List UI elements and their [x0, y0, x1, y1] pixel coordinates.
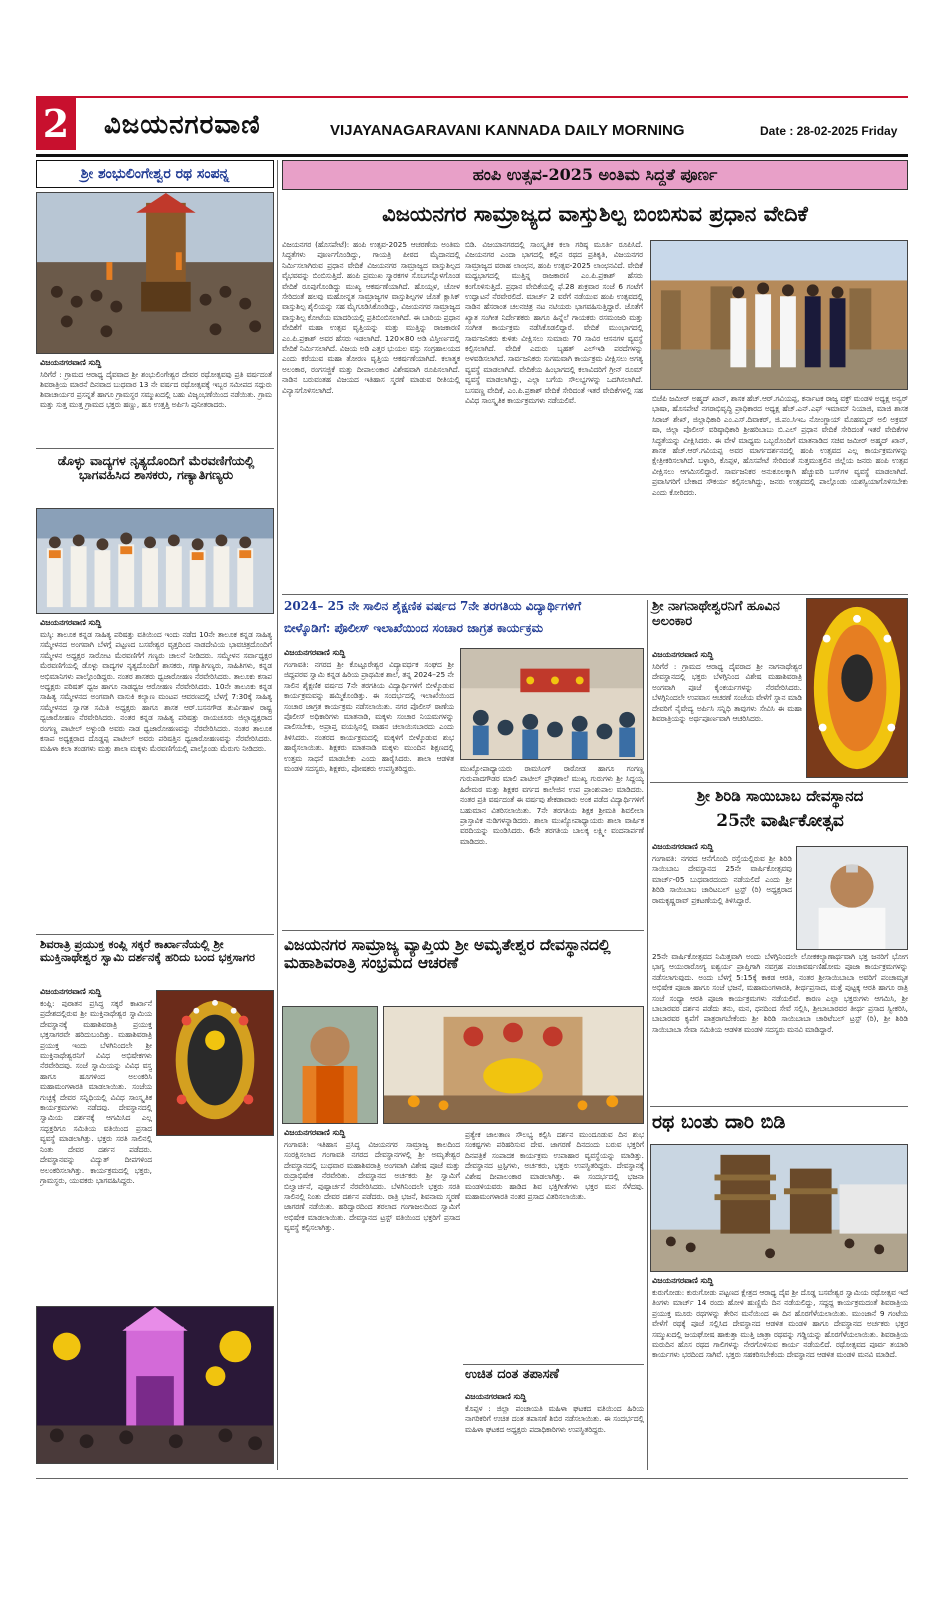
section-divider [463, 1364, 644, 1365]
section-divider [36, 934, 274, 935]
amrutheshwara-byline: ವಿಜಯನಗರವಾಣಿ ಸುದ್ದಿ [284, 1128, 346, 1137]
deity-idol-photo [156, 990, 274, 1136]
dollu-body: ಮಸ್ಕಿ: ತಾಲೂಕ ಕನ್ನಡ ಸಾಹಿತ್ಯ ಪರಿಷತ್ತು ವತಿಯಿಂದ ಇಂದು ನಡೆದ 10ನೇ ತಾಲೂಕ ಕನ್ನಡ ಸಾಹಿತ್ಯ ಸಮ್ಮೇಳನದ ಅಂಗವಾಗಿ ಬೆಳಗ್ಗೆ ಪಟ್ಟಣದ ಬಸವೇಶ್ವರ ವೃತ್ತದಿಂದ ನಾಡದೇವಿಯ ಭಾವಚಿತ್ರದೊಂದಿಗೆ ಸಮ್ಮೇಳನ ಅಧ್ಯಕ್ಷರ ಸಾರೋಟ ಮೆರವಣಿಗೆಗೆ ಗಣ್ಯರು ಚಾಲನೆ ನೀಡಿದರು. ಸಮ್ಮೇಳನ ಸರ್ವಾಧ್ಯಕ್ಷರ ಮೆರವಣಿಗೆಯಲ್ಲಿ ಡೊಳ್ಳು ವಾದ್ಯಗಳ ನೃತ್ಯದೊಂದಿಗೆ ಶಾಸಕರು, ಗಣ್ಯಾತಿಗಣ್ಯರು, ಸಾಹಿತಿಗಳು, ಕನ್ನಡ ಅಭಿಮಾನಿಗಳು ಪಾಲ್ಗೊಂಡಿದ್ದರು. ನಂತರ ಶಾಸಕರು ಧ್ವಜಾರೋಹಣ ನೆರವೇರಿಸಿದರು. ತಾಲೂಕು ಕಸಾಪ ಅಧ್ಯಕ್ಷರು ಪರಿಷತ್ ಧ್ವಜ ಹಾಗೂ ನಾಡಧ್ವಜ ಆರೋಹಣ ನೆರವೇರಿಸಿದರು. 10ನೇ ತಾಲೂಕು ಕನ್ನಡ ಸಾಹಿತ್ಯ ಸಮ್ಮೇಳನದ ಅಂಗವಾಗಿ ವಾಸುಕಿ ಕಲ್ಯಾಣ ಮಂಟಪ ಆವರಣದಲ್ಲಿ ಬೆಳಗ್ಗೆ 7:30ಕ್ಕೆ ಸಾಹಿತ್ಯ ಸಮ್ಮೇಳನದ ಸ್ವಾಗತ ಸಮಿತಿ ಅಧ್ಯಕ್ಷರು ಹಾಗೂ ಶಾಸಕ ಆರ್.ಬಸನಗೌಡ ತುರ್ವಿಹಾಳ ರಾಷ್ಟ್ರ ಧ್ವಜಾರೋಹಣ ನೆರವೇರಿಸಿದರು. ನಂತರ ಕನ್ನಡ ಸಾಹಿತ್ಯ ಪರಿಷತ್ತು ರಾಯಚೂರು ಜಿಲ್ಲಾಧ್ಯಕ್ಷರಾದ ರಂಗಣ್ಣ ಪಾಟೀಲ್ ಅಳ್ಳುಂಡಿ ಅವರು ನಾಡ ಧ್ವಜಾರೋಹಣವನ್ನು ನೆರವೇರಿಸಿದರು. ನಂತರ ತಾಲೂಕ ಕಸಾಪ ಅಧ್ಯಕ್ಷರಾದ ದೊಡ್ಡಪ್ಪ ಪಾಟೀಲ್ ಅವರು ಪರಿಷತ್ತಿನ ಧ್ವಜಾರೋಹಣವನ್ನು ನೆರವೇರಿಸಿದರು. ಮಹಿಳಾ ಕಲಾ ತಂಡಗಳು ಮತ್ತು ಶಾಲಾ ಮಕ್ಕಳು ಮೆರವಣಿಗೆಯಲ್ಲಿ ಪಾಲ್ಗೊಂಡು ಮೆರುಗು ನೀಡಿದರು. [40, 630, 272, 754]
masthead-rule [36, 154, 908, 157]
newspaper-title-kannada: ವಿಜಯನಗರವಾಣಿ [104, 110, 261, 140]
dollu-byline: ವಿಜಯನಗರವಾಣಿ ಸುದ್ದಿ [40, 618, 102, 627]
hampi-photo-caption: ಬಿಜೆಪಿ ಜಮೀರ್ ಅಹ್ಮದ್ ಖಾನ್, ಶಾಸಕ ಹೆಚ್.ಆರ್.ಗವಿಯಪ್ಪ, ಕರ್ನಾಟಕ ರಾಜ್ಯ ವಕ್ಫ್ ಮಂಡಳಿ ಅಧ್ಯಕ್ಷ ಅನ್ವರ್ ಭಾಷಾ, ಹೊಸಪೇಟೆ ನಗರಾಭಿವೃದ್ಧಿ ಪ್ರಾಧಿಕಾರದ ಅಧ್ಯಕ್ಷ ಹೆಚ್.ಎನ್.ಎಫ್ ಇಮಾಮ್ ನಿಯಾಜಿ, ಮಾಜಿ ಶಾಸಕ ಸಿರಾಜ್ ಶೇಖ್, ಜಿಲ್ಲಾಧಿಕಾರಿ ಎಂ.ಎಸ್.ದಿವಾಕರ್, ಜಿ.ಪಂ.ಸಿಇಒ ನೋಂಗ್ಜಾಯ್ ಮೊಹಮ್ಮದ್ ಅಲಿ ಅಕ್ರಮ್ ಷಾ, ಜಿಲ್ಲಾ ಪೊಲೀಸ್ ವರಿಷ್ಠಾಧಿಕಾರಿ ಶ್ರೀಹರಿಬಾಬು ಬಿ.ಎಲ್ ಪ್ರಧಾನ ವೇದಿಕೆ ಸೇರಿದಂತೆ ಇತರೆ ವೇದಿಕೆಗಳ ಸಿದ್ಧತೆಯನ್ನು ವೀಕ್ಷಿಸಿದರು. ಈ ವೇಳೆ ಮಾಧ್ಯಮ ಒಬ್ಬರೊಂದಿಗೆ ಮಾತನಾಡಿದ ಸಚಿವ ಜಮೀರ್ ಅಹ್ಮದ್ ಖಾನ್, ಶಾಸಕ ಹೆಚ್.ಆರ್.ಗವಿಯಪ್ಪ ಅವರ ಮಾರ್ಗದರ್ಶನದಲ್ಲಿ ಹಂಪಿ ಉತ್ಸವದ ಎಲ್ಲ ಕಾರ್ಯಕ್ರಮಗಳನ್ನು ಕ್ಷೇತ್ರೀಕರಿಸಲಾಗಿದೆ. ಬಳ್ಳಾರಿ, ಕೊಪ್ಪಳ, ಹೊಸಪೇಟೆ ಸೇರಿದಂತೆ ಸುತ್ತಮುತ್ತಲಿನ ಜಿಲ್ಲೆಯ ಜನರು ಹಂಪಿ ಉತ್ಸವ ವೀಕ್ಷಿಸಲು ಆಗಮಿಸಲಿದ್ದಾರೆ. ಸಾರ್ವಜನಿಕರ ಅನುಕೂಲಕ್ಕಾಗಿ ಹೆಚ್ಚುವರಿ ಬಸ್‌ಗಳ ವ್ಯವಸ್ಥೆ ಮಾಡಲಾಗಿದೆ. ಪ್ರವಾಸಿಗರಿಗೆ ಬೇಕಾದ ಸೌಕರ್ಯ ಕಲ್ಪಿಸಲಾಗಿದ್ದು, ಜನರು ಉತ್ಸವದಲ್ಲಿ ಪಾಲ್ಗೊಂಡು ಯಶಸ್ವಿಯಾಗೊಳಿಸಬೇಕು ಎಂದು ಕೋರಿದರು. [652, 394, 908, 497]
ratha-body: ಕುರುಗೋಡು: ಕುರುಗೋಡು ಪಟ್ಟಣದ ಕ್ಷೇತ್ರದ ಆರಾಧ್ಯ ದೈವ ಶ್ರೀ ದೊಡ್ಡ ಬಸವೇಶ್ವರ ಸ್ವಾಮಿಯ ರಥೋತ್ಸವ ಇದೆ ತಿಂಗಳು ಮಾರ್ಚ್ 14 ರಂದು ಹೋಳಿ ಹುಣ್ಣಿಮೆ ದಿನ ನಡೆಯಲಿದ್ದು, ಸದ್ದದ್ದ ಕಾರ್ಯಕ್ರಮದಂತೆ ಶಿವರಾತ್ರಿಯ ಪ್ರಯುಕ್ತ ಮೂರು ರಥಗಳನ್ನು ತೇರಿನ ಮನೆಯಿಂದ ಈ ದಿನ ಹೊರಗೆಳೆಯಲಾಯಿತು. ಮುಂಜಾನೆ 9 ಗಂಟೆಯ ವೇಳೆಗೆ ರಥಕ್ಕೆ ಪೂಜೆ ಸಲ್ಲಿಸಿದ ದೇವಸ್ಥಾನದ ಆಡಳಿತ ಮಂಡಳಿ ಹಾಗೂ ದೇವಸ್ಥಾನದ ಅರ್ಚಕರು ಭಕ್ತರ ಸಮ್ಮುಖದಲ್ಲಿ ಜಯಘೋಷ ಹಾಕುತ್ತಾ ಮುತ್ತಿ ಜಾತ್ರಾ ರಥವನ್ನು ಗಡ್ಡಿಯನ್ನು ಹೊರಗೆಳೆಯಲಾಯಿತು. ಶಿವರಾತ್ರಿಯ ಮರುದಿನ ಹೊಸ ರಥದ ಗಾಲಿಗಳನ್ನು ನೇರಗೊಳಿಸುವ ಕಾರ್ಯ ನಡೆಯಲಿದೆ. ರಥೋತ್ಸವದ ಪೂರ್ವ ತಯಾರಿ ಕಾರ್ಯಗಳು ಭರದಿಂದ ಸಾಗಿವೆ. ಭಕ್ತರು ಸಹಕರಿಸಬೇಕೆಂದು ದೇವಸ್ಥಾನದ ಆಡಳಿತ ಮಂಡಳಿ ಮನವಿ ಮಾಡಿದೆ. [652, 1288, 908, 1360]
hampi-body-col-a: ವಿಜಯನಗರ (ಹೊಸಪೇಟೆ): ಹಂಪಿ ಉತ್ಸವ-2025 ಆಚರಣೆಯ ಅಂತಿಮ ಸಿದ್ಧತೆಗಳು ಪೂರ್ಣಗೊಂಡಿದ್ದು, ಗಾಯತ್ರಿ ಪೀಠದ ಮೈದಾನದಲ್ಲಿ ನಿರ್ಮಿಸಲಾಗಿರುವ ಪ್ರಧಾನ ವೇದಿಕೆ ವಿಜಯನಗರ ಸಾಮ್ರಾಜ್ಯದ ವಾಸ್ತುಶಿಲ್ಪದ ವೈಭವವನ್ನು ಬಿಂಬಿಸುತ್ತಿದೆ. ಹಂಪಿ ಪ್ರಮುಖ ಸ್ಮಾರಕಗಳ ಸೊಬಗನ್ನೊಳಗೊಂಡ ವೇದಿಕೆ ರೂಪುಗೊಂಡಿದ್ದು ಮುಖ್ಯ ಆಕರ್ಷಣೆಯಾಗಿದೆ. ಹೊಯ್ಸಳ, ಚೋಳ ಸೇರಿದಂತೆ ಹಲವು ಮಹೋನ್ನತ ಸಾಮ್ರಾಜ್ಯಗಳ ವಾಸ್ತುಶಿಲ್ಪಗಳ ಜೊತೆ ಕ್ಲಾಸಿಕ್ ವಾಸ್ತುಶಿಲ್ಪ ಶೈಲಿಯನ್ನು ಸಹ ಮೈಗೂಡಿಸಿಕೊಂಡಿದ್ದು, ವಿಜಯನಗರ ಸಾಮ್ರಾಜ್ಯದ ವಾಸ್ತುಶಿಲ್ಪ ಕೋಟೆಯ ಮಾದರಿಯಲ್ಲಿ ಪ್ರತಿಬಿಂಬಿಸಲಾಗಿದೆ. ಈ ಬಾರಿಯ ಪ್ರಧಾನ ವೇದಿಕೆಗೆ ಮಹಾ ಉತ್ಸವ ವೃತ್ತಿಯನ್ನು ಮತ್ತು ಮುತ್ತಿನ್ನು ರಾಜಕಾರಣಿ ಎಂ.ಪಿ.ಪ್ರಕಾಶ್ ಅವರ ಹೆಸರು ಇಡಲಾಗಿದೆ. 120×80 ಅಡಿ ವಿಸ್ತೀರ್ಣದಲ್ಲಿ ವೇದಿಕೆ ನಿರ್ಮಿಸಲಾಗಿದೆ. ವಿಜಯ ಅಡಿ ಎತ್ತರ ಭುಯಲ ವಸ್ತು ಸಂಗ್ರಹಾಲಯದ ಎಂದು ಕರೆಯುವ ಮಹಾ ತೋರಣ ವೃತ್ತಿಯ ಆಕರ್ಷಣೆಯಾಗಿದೆ. ಕಲಾತ್ಮಕ ಅಲಂಕಾರ, ರಂಗಸಜ್ಜಿಕೆ ಮತ್ತು ದೀಪಾಲಂಕಾರ ವಿಶೇಷವಾಗಿ ರೂಪಿಸಲಾಗಿದೆ. ನಾಡಿನ ಬರುವಂತಹ ವಿಜಯದ ಇತಿಹಾಸ ಸ್ಮರಣೆ ಮಾಡುವ ರೀತಿಯಲ್ಲಿ ವಿನ್ಯಾಸಗೊಳಿಸಲಾಗಿದೆ. [282, 240, 460, 395]
flower-decorated-deity-photo [806, 598, 908, 778]
ratha-byline: ವಿಜಯನಗರವಾಣಿ ಸುದ್ದಿ [652, 1276, 714, 1285]
ratha-headline: ರಥ ಬಂತು ದಾರಿ ಬಿಡಿ [652, 1111, 786, 1133]
amrutheshwara-headline: ವಿಜಯನಗರ ಸಾಮ್ರಾಜ್ಯ ವ್ಯಾಪ್ತಿಯ ಶ್ರೀ ಅಮೃತೇಶ್ವರ ದೇವಸ್ಥಾನದಲ್ಲಿ ಮಹಾಶಿವರಾತ್ರಿ ಸಂಭ್ರಮದ ಆಚರಣೆ [284, 935, 611, 972]
school-farewell-photo [460, 648, 644, 760]
naganatha-byline: ವಿಜಯನಗರವಾಣಿ ಸುದ್ದಿ [652, 650, 714, 659]
police-headline-line1: 2024– 25 ನೇ ಸಾಲಿನ ಶೈಕ್ಷಣಿಕ ವರ್ಷದ 7ನೇ ತರಗತಿಯ ವಿದ್ಯಾರ್ಥಿಗಳಿಗೆ [284, 599, 582, 613]
shiva-puja-decoration-photo [383, 1006, 644, 1124]
temple-chariots-photo [650, 1144, 908, 1272]
column-divider [647, 600, 648, 1470]
dental-headline: ಉಚಿತ ದಂತ ತಪಾಸಣೆ [465, 1367, 559, 1382]
amrutheshwara-body-col-a: ಗಂಗಾವತಿ: ಇತಿಹಾಸ ಪ್ರಸಿದ್ಧ ವಿಜಯನಗರ ಸಾಮ್ರಾಜ್ಯ ಕಾಲದಿಂದ ಸಂರಕ್ಷಿಸಲಾದ ಗಂಗಾವತಿ ನಗರದ ದೇವಸ್ಥಾನಗಳಲ್ಲಿ ಶ್ರೀ ಅಮೃತೇಶ್ವರ ದೇವಸ್ಥಾನದಲ್ಲಿ ಬುಧವಾರ ಮಹಾಶಿವರಾತ್ರಿ ಅಂಗವಾಗಿ ವಿಶೇಷ ಪೂಜೆ ಮತ್ತು ರುದ್ರಾಭಿಷೇಕ ನೆರವೇರಿತು. ದೇವಸ್ಥಾನದ ಅರ್ಚಕರು ಶ್ರೀ ಸ್ವಾಮಿಗೆ ಬಿಲ್ವಾರ್ಚನೆ, ಪುಷ್ಪಾರ್ಚನೆ ನೆರವೇರಿಸಿದರು. ಬೆಳಗಿನಿಂದಲೇ ಭಕ್ತರು ಸರತಿ ಸಾಲಿನಲ್ಲಿ ನಿಂತು ದೇವರ ದರ್ಶನ ಪಡೆದರು. ರಾತ್ರಿ ಭಜನೆ, ಶಿವನಾಮ ಸ್ಮರಣೆ ಜಾಗರಣೆ ನಡೆಯಿತು. ಹರಿದ್ವಾರದಿಂದ ತರಲಾದ ಗಂಗಾಜಲದಿಂದ ಸ್ವಾಮಿಗೆ ಅಭಿಷೇಕ ಮಾಡಲಾಯಿತು. ದೇವಸ್ಥಾನದ ಟ್ರಸ್ಟ್ ವತಿಯಿಂದ ಭಕ್ತರಿಗೆ ಪ್ರಸಾದ ವ್ಯವಸ್ಥೆ ಕಲ್ಪಿಸಲಾಗಿತ್ತು. [284, 1140, 460, 1233]
police-body-col-b: ಮುಖ್ಯೋಪಾಧ್ಯಾಯರು ರಾಮಸಿಂಗ್ ರಾಠೋಡ ಹಾಗೂ ಗಂಗಣ್ಣ ಗುರುಪಾದಗೌಡರ ಮಾಲಿ ಪಾಟೀಲ್ ಪ್ರೌಢಶಾಲೆ ಮುಖ್ಯ ಗುರುಗಳು ಶ್ರೀ ಸಿದ್ದಯ್ಯ ಹಿರೇಮಠ ಮತ್ತು ಶಿಕ್ಷಕರ ವರ್ಗದ ಕಾಲೇಜಿನ ಉಪ ಪ್ರಾಂಶುಪಾಲ ಮಾಡಿದರು. ನಂತರ ಪ್ರತಿ ವರ್ಷದಂತೆ ಈ ವರ್ಷವು ಶೇಕಡಾವಾರು ಅಂಕ ಪಡೆದ ವಿದ್ಯಾರ್ಥಿಗಳಿಗೆ ಬಹುಮಾನ ವಿತರಿಸಲಾಯಿತು. 7ನೇ ತರಗತಿಯ ಶಿಕ್ಷಕ ಶ್ರೀಮತಿ ಶಿವಲೀಲಾ ಪ್ರಾಸ್ತಾವಿಕ ನುಡಿಗಳನ್ನಾಡಿದರು. ಶಾಲಾ ಮುಖ್ಯೋಪಾಧ್ಯಾಯರು ಶಾಲಾ ವಾರ್ಷಿಕ ವರದಿಯನ್ನು ಮಂಡಿಸಿದರು. 6ನೇ ತರಗತಿಯ ಬಾಲಕ್ಕ ಲಕ್ಷ್ಮೀ ವಂದನಾರ್ಪಣೆ ಮಾಡಿದರು. [460, 764, 644, 846]
trust-president-portrait-photo [796, 846, 908, 950]
page-bottom-rule [36, 1478, 908, 1479]
dental-body: ಕೊಪ್ಪಳ : ಜಿಲ್ಲಾ ಪಂಚಾಯತಿ ಮಹಿಳಾ ಘಟಕದ ವತಿಯಿಂದ ಹಿರಿಯ ನಾಗರಿಕರಿಗೆ ಉಚಿತ ದಂತ ತಪಾಸಣೆ ಶಿಬಿರ ನಡೆಸಲಾಯಿತು. ಈ ಸಂದರ್ಭದಲ್ಲಿ ಮಹಿಳಾ ಘಟಕದ ಅಧ್ಯಕ್ಷರು ಪದಾಧಿಕಾರಿಗಳು ಉಪಸ್ಥಿತರಿದ್ದರು. [465, 1404, 644, 1434]
temple-lights-photo [36, 1306, 274, 1464]
section-divider [282, 930, 644, 931]
chariot-procession-photo [36, 192, 274, 354]
page-number: 2 [36, 98, 76, 150]
kampli-headline: ಶಿವರಾತ್ರಿ ಪ್ರಯುಕ್ತ ಕಂಪ್ಲಿ ಸಕ್ಕರೆ ಕಾರ್ಖಾನೆಯಲ್ಲಿ ಶ್ರೀ ಮುಕ್ತಿನಾಥೇಶ್ವರ ಸ್ವಾಮಿ ದರ್ಶನಕ್ಕೆ ಹರಿದು ಬಂದ ಭಕ್ತಸಾಗರ [40, 937, 256, 965]
kampli-body-continued [40, 1192, 272, 1300]
newspaper-title-english: VIJAYANAGARAVANI KANNADA DAILY MORNING [330, 122, 685, 139]
hampi-body-col-b: ಬಿಡಿ. ವಿಜಯಾನಗರದಲ್ಲಿ ಸಾಂಸ್ಕೃತಿಕ ಕಲಾ ಗರಿಷ್ಠ ಮೂರ್ತಿ ರೂಪಿಸಿದೆ. ವಿಜಯನಗರ ಎಂದಾ ಭಾಗದಲ್ಲಿ ಕಲ್ಲಿನ ರಥದ ಪ್ರತಿಕೃತಿ, ವಿಜಯನಗರ ಸಾಮ್ರಾಜ್ಯದ ವರಾಹ ಲಾಂಛನ, ಹಂಪಿ ಉತ್ಸವ-2025 ಲಾಂಛನವಿದೆ. ವೇದಿಕೆ ಮಧ್ಯಭಾಗದಲ್ಲಿ ಮುತ್ತಿನ್ನ ರಾಜಕಾರಣಿ ಎಂ.ಪಿ.ಪ್ರಕಾಶ್ ಹೆಸರು ಕಂಗೊಳಿಸುತ್ತಿದೆ. ಪ್ರಧಾನ ವೇದಿಕೆಯಲ್ಲಿ ಫೆ.28 ಶುಕ್ರವಾರ ಸಂಜೆ 6 ಗಂಟೆಗೆ ಉದ್ಘಾಟನೆ ನೆರವೇರಲಿದೆ. ಮಾರ್ಚ್ 2 ವರೆಗೆ ನಡೆಯುವ ಹಂಪಿ ಉತ್ಸವದಲ್ಲಿ ನಾಡಿನ ಹೆಸರಾಂತ ಚಲನಚಿತ್ರ ನಟ ನಟಿಯರು ಭಾಗವಹಿಸುತ್ತಿದ್ದಾರೆ. ಜೊತೆಗೆ ಖ್ಯಾತ ಸಂಗೀತ ನಿರ್ದೇಶಕರು ಹಾಗೂ ಹಿನ್ನೆಲೆ ಗಾಯಕರು ರಸಮಂಜರಿ ಮತ್ತು ಸಂಗೀತ ಕಾರ್ಯಕ್ರಮ ನಡೆಸಿಕೊಡಲಿದ್ದಾರೆ. ವೇದಿಕೆ ಮುಂಭಾಗದಲ್ಲಿ ಸಾರ್ವಜನಿಕರು ಕುಳಿತು ವೀಕ್ಷಿಸಲು ಸುಮಾರು 70 ಸಾವಿರ ಆಸನಗಳ ವ್ಯವಸ್ಥೆ ಕಲ್ಪಿಸಲಾಗಿದೆ. ವೇದಿಕೆ ಎದುರು ಬೃಹತ್ ಎಲ್‌ಇಡಿ ಪರದೆಗಳನ್ನು ಅಳವಡಿಸಲಾಗಿದೆ. ಸಾರ್ವಜನಿಕರು ಸುಗಮವಾಗಿ ಕಾರ್ಯಕ್ರಮ ವೀಕ್ಷಿಸಲು ಅಗತ್ಯ ವ್ಯವಸ್ಥೆ ಮಾಡಲಾಗಿದೆ. ವೇದಿಕೆಯ ಹಿಂಭಾಗದಲ್ಲಿ ಕಲಾವಿದರಿಗೆ ಗ್ರೀನ್ ರೂಮ್ ವ್ಯವಸ್ಥೆ ಮಾಡಲಾಗಿದ್ದು, ಎಲ್ಲಾ ಬಗೆಯ ಸೌಲಭ್ಯಗಳನ್ನು ಒದಗಿಸಲಾಗಿದೆ. ಬಸವಣ್ಣ ವೇದಿಕೆ, ಎಂ.ಪಿ.ಪ್ರಕಾಶ್ ವೇದಿಕೆ ಸೇರಿದಂತೆ ಇತರೆ ವೇದಿಕೆಗಳಲ್ಲಿ ಸಹ ವಿವಿಧ ಸಾಂಸ್ಕೃತಿಕ ಕಾರ್ಯಕ್ರಮಗಳು ನಡೆಯಲಿವೆ. [465, 240, 643, 406]
kampli-body: ಕಂಪ್ಲಿ: ಪುರಾತನ ಪ್ರಸಿದ್ಧ ಸಕ್ಕರೆ ಕಾರ್ಖಾನೆ ಪ್ರದೇಶದಲ್ಲಿರುವ ಶ್ರೀ ಮುಕ್ತಿನಾಥೇಶ್ವರ ಸ್ವಾಮಿಯ ದೇವಸ್ಥಾನಕ್ಕೆ ಮಹಾಶಿವರಾತ್ರಿ ಪ್ರಯುಕ್ತ ಭಕ್ತಸಾಗರವೇ ಹರಿದುಬಂದಿತ್ತು. ಮಹಾಶಿವರಾತ್ರಿ ಪ್ರಯುಕ್ತ ಇಂದು ಬೆಳಗಿನಿಂದಲೇ ಶ್ರೀ ಮುಕ್ತಿನಾಥೇಶ್ವರನಿಗೆ ವಿವಿಧ ಅಭಿಷೇಕಗಳು ನೆರವೇರಿದವು. ಸಂಜೆ ಸ್ವಾಮಿಯನ್ನು ವಿವಿಧ ವಸ್ತ್ರ ಹಾಗೂ ಹೂಗಳಿಂದ ಅಲಂಕರಿಸಿ ಮಹಾಮಂಗಳಾರತಿ ಮಾಡಲಾಯಿತು. ಸಂಜೆಯ ಗುಚ್ಛಕ್ಕೆ ದೇವರ ಸನ್ನಿಧಿಯಲ್ಲಿ ವಿವಿಧ ಸಾಂಸ್ಕೃತಿಕ ಕಾರ್ಯಕ್ರಮಗಳು ನಡೆದವು. ದೇವಸ್ಥಾನದಲ್ಲಿ ಸ್ವಾಮಿಯ ದರ್ಶನಕ್ಕೆ ಆಗಮಿಸಿದ ಎಲ್ಲ ಸದ್ಭಕ್ತರಿಗೂ ಸಮಿತಿಯ ವತಿಯಿಂದ ಪ್ರಸಾದ ವ್ಯವಸ್ಥೆ ಮಾಡಲಾಗಿತ್ತು. ಭಕ್ತರು ಸರತಿ ಸಾಲಿನಲ್ಲಿ ನಿಂತು ದೇವರ ದರ್ಶನ ಪಡೆದರು. ದೇವಸ್ಥಾನವನ್ನು ವಿದ್ಯುತ್ ದೀಪಗಳಿಂದ ಅಲಂಕರಿಸಲಾಗಿತ್ತು. ಕಾರ್ಯಕ್ರಮದಲ್ಲಿ ಭಕ್ತರು, ಗ್ರಾಮಸ್ಥರು, ಯುವಕರು ಭಾಗವಹಿಸಿದ್ದರು. [40, 999, 152, 1185]
dollu-headline: ಡೊಳ್ಳು ವಾದ್ಯಗಳ ನೃತ್ಯದೊಂದಿಗೆ ಮೆರವಣಿಗೆಯಲ್ಲಿ ಭಾಗವಹಿಸಿದ ಶಾಸಕರು, ಗಣ್ಯಾತಿಗಣ್ಯರು [57, 453, 255, 483]
section-divider [650, 1106, 908, 1107]
sai-body-col-a: ಗಂಗಾವತಿ: ನಗರದ ಆನೆಗೊಂದಿ ರಸ್ತೆಯಲ್ಲಿರುವ ಶ್ರೀ ಶಿರಿಡಿ ಸಾಯಿಬಾಬ ದೇವಸ್ಥಾನದ 25ನೇ ವಾರ್ಷಿಕೋತ್ಸವವು ಮಾರ್ಚ್-05 ಬುಧವಾರದಂದು ನಡೆಯಲಿದೆ ಎಂದು ಶ್ರೀ ಶಿರಿಡಿ ಸಾಯಿಬಾಬ ಚಾರಿಟಬಲ್ ಟ್ರಸ್ಟ್ (ರಿ) ಅಧ್ಯಕ್ಷರಾದ ರಾಮಕೃಷ್ಣರಾವ್ ಪ್ರಕಟಣೆಯಲ್ಲಿ ತಿಳಿಸಿದ್ದಾರೆ. [652, 854, 792, 905]
sai-body-col-b: 25ನೇ ವಾರ್ಷಿಕೋತ್ಸವದ ನಿಮಿತ್ತವಾಗಿ ಅಂದು ಬೆಳಗ್ಗಿನಿಂದಲೇ ಲೋಕಕಲ್ಯಾಣಾರ್ಥವಾಗಿ ಭಕ್ತ ಜನರಿಗೆ ಭೋಗ ಭಾಗ್ಯ ಆಯುರಾರೋಗ್ಯ ಐಶ್ವರ್ಯ ಪ್ರಾಪ್ತಿಗಾಗಿ ನವಗ್ರಹ ಪಂಚಾವರ್ಷಣಿಹೋಮ ಪೂಜಾ ಕಾರ್ಯಕ್ರಮಗಳನ್ನು ನಡೆಸಲಾಗುವುದು. ಅಂದು ಬೆಳಗ್ಗೆ 5:15ಕ್ಕೆ ಕಾಕಡ ಆರತಿ, ನಂತರ ಶ್ರೀಸಾಯಿಬಾಬಾ ಅವರಿಗೆ ಪಂಚಾಮೃತ ಅಭಿಷೇಕ ಪೂಜಾ ಹಾಗೂ ಸಂಜೆ ಭಜನೆ, ಮಹಾಮಂಗಳಾರತಿ, ತೀರ್ಥಪ್ರಸಾದ, ಮತ್ತೆ ಪುಟ್ಟಕ್ಕ ಆರತಿ ಹಾಗೂ ರಾತ್ರಿ ಸಂಜೆ ಸಂಧ್ಯಾ ಆರತಿ ಪೂಜಾ ಕಾರ್ಯಕ್ರಮಗಳು ನಡೆಯಲಿವೆ. ಕಾರಣ ಎಲ್ಲಾ ಭಕ್ತರುಗಳು ಆಗಮಿಸಿ, ಶ್ರೀ ಬಾಬಾರವರ ದರ್ಶನ ಪಡೆದು ತನು, ಮನ, ಧನದಿಂದ ಸೇವೆ ಸಲ್ಲಿಸಿ, ಶ್ರೀಬಾಬಾರವರ ತೀರ್ಥ ಪ್ರಸಾದ ಸ್ವೀಕರಿಸಿ, ಬಾಬಾರವರ ಕೃಪೆಗೆ ಪಾತ್ರರಾಗಬೇಕೆಂದು ಶ್ರೀ ಶಿರಿಡಿ ಸಾಯಿಬಾಬಾ ಚಾರಿಟೆಬಲ್ ಟ್ರಸ್ಟ್ (ರಿ), ಶ್ರೀ ಶಿರಿಡಿ ಸಾಯಿಬಾಬಾ ಸೇವಾ ಸಮಿತಿಯ ಆಡಳಿತ ಮಂಡಳಿ ಸದಸ್ಯರು ಮನವಿ ಮಾಡಿದ್ದಾರೆ. [652, 952, 908, 1034]
rath-byline: ವಿಜಯನಗರವಾಣಿ ಸುದ್ದಿ [40, 358, 102, 367]
section-divider [36, 448, 274, 449]
priest-portrait-photo [282, 1006, 378, 1124]
police-byline: ವಿಜಯನಗರವಾಣಿ ಸುದ್ದಿ [284, 648, 346, 657]
kampli-byline: ವಿಜಯನಗರವಾಣಿ ಸುದ್ದಿ [40, 987, 102, 996]
procession-group-photo [36, 508, 274, 614]
sai-byline: ವಿಜಯನಗರವಾಣಿ ಸುದ್ದಿ [652, 842, 714, 851]
column-divider [277, 160, 278, 1470]
naganatha-body: ಸಿರಿಗೆರೆ : ಗ್ರಾಮದ ಆರಾಧ್ಯ ದೈವರಾದ ಶ್ರೀ ನಾಗನಾಥೇಶ್ವರ ದೇವಸ್ಥಾನದಲ್ಲಿ ಭಕ್ತರು ಬೆಳಗ್ಗಿನಿಂದ ವಿಶೇಷ ಮಹಾಶಿವರಾತ್ರಿ ಅಂಗವಾಗಿ ಪೂಜೆ ಕೈಂಕರ್ಯಗಳನ್ನು ನೆರವೇರಿಸಿದರು. ಬೆಳಗ್ಗಿನಿಂದಲೇ ಉಪವಾಸ ಆಚರಣೆ ಸಂಜೆಯ ವೇಳೆಗೆ ಸ್ನಾನ ಮಾಡಿ ದೇವರಿಗೆ ನೈವೇದ್ಯ ಅರ್ಪಿಸಿ ಸನ್ನಿಧಿ ತಾವುಗಳು ಸೇವಿಸಿ ಈ ಮಹಾ ಶಿವರಾತ್ರಿಯನ್ನು ಅರ್ಥಪೂರ್ಣವಾಗಿ ಆಚರಿಸಿದರು. [652, 662, 802, 724]
rath-body: ಸಿರಿಗೆರೆ : ಗ್ರಾಮದ ಆರಾಧ್ಯ ದೈವವಾದ ಶ್ರೀ ಶಂಭುಲಿಂಗೇಶ್ವರ ದೇವರ ರಥೋತ್ಸವವು ಪ್ರತಿ ವರ್ಷದಂತೆ ಶಿವರಾತ್ರಿಯ ಮಾರನೆ ದಿನವಾದ ಬುಧವಾರ 13 ನೇ ವರ್ಷದ ರಥೋತ್ಸವಕ್ಕೆ ಇಬ್ಬರ ಸಮೀಪದ ಸದ್ಗುರು ಶಿವಾಚಾರ್ಯರ ಪ್ರಸನ್ನತೆ ಹಾಗೂ ಗ್ರಾಮಸ್ಥರ ಸಮ್ಮುಖದಲ್ಲಿ ಬಹು ವಿಜೃಂಭಣೆಯಿಂದ ನಡೆಯಿತು. ಗ್ರಾಮ ಮತ್ತು ಸುತ್ತ ಮುತ್ತ ಗ್ರಾಮದ ಭಕ್ತರು ಹಣ್ಣು, ಹೂ ಉತ್ತತ್ತಿ ಅರ್ಪಿಸಿ ಪುನೀತರಾದರು. [40, 370, 272, 409]
amrutheshwara-body-col-b: ಪ್ರತ್ಯೇಕ ಜಾಲತಾಣ ಸೌಲಭ್ಯ ಕಲ್ಪಿಸಿ ದರ್ಶನ ಮುಂದೂಡುವ ದಿನ ಶುಭ ಸಂಕಷ್ಟಗಳು ಪರಿಹರಿಸುವ ದೇವ. ಜಾಗರಣೆ ದಿನದಂದು ಬರುವ ಭಕ್ತರಿಗೆ ದಿನಪತ್ರಿಕೆ ಸಂಪಾದಕ ಕಾರ್ಯಕ್ರಮ ಉಪಾಹಾರ ವ್ಯವಸ್ಥೆಯನ್ನು ಮಾಡಿತ್ತು. ದೇವಸ್ಥಾನದ ಟ್ರಸ್ಟಿಗಳು, ಅರ್ಚಕರು, ಭಕ್ತರು ಉಪಸ್ಥಿತರಿದ್ದರು. ದೇವಸ್ಥಾನಕ್ಕೆ ವಿಶೇಷ ದೀಪಾಲಂಕಾರ ಮಾಡಲಾಗಿತ್ತು. ಈ ಸಂದರ್ಭದಲ್ಲಿ ಭಜನಾ ಮಂಡಳಿಯವರು ಹಾಡಿದ ಶಿವ ಭಕ್ತಿಗೀತೆಗಳು ಭಕ್ತರ ಮನ ಸೆಳೆದವು. ಮಹಾಮಂಗಳಾರತಿ ನಂತರ ಪ್ರಸಾದ ವಿತರಿಸಲಾಯಿತು. [465, 1130, 644, 1202]
section-divider [650, 782, 908, 783]
naganatha-headline: ಶ್ರೀ ನಾಗನಾಥೇಶ್ವರನಿಗೆ ಹೂವಿನ ಅಲಂಕಾರ [652, 599, 780, 629]
police-headline-line2: ಬೀಳ್ಕೊಡಿಗೆ: ಪೊಲೀಸ್ ಇಲಾಖೆಯಿಂದ ಸಂಚಾರ ಜಾಗ್ರತ ಕಾರ್ಯಕ್ರಮ [284, 621, 544, 635]
rath-headline: ಶ್ರೀ ಶಂಭುಲಿಂಗೇಶ್ವರ ರಥ ಸಂಪನ್ನ [36, 160, 274, 188]
sai-headline-line2: 25ನೇ ವಾರ್ಷಿಕೋತ್ಸವ [716, 811, 844, 831]
issue-date: Date : 28-02-2025 Friday [760, 124, 898, 138]
dental-byline: ವಿಜಯನಗರವಾಣಿ ಸುದ್ದಿ [465, 1392, 527, 1401]
police-body-col-a: ಗಂಗಾವತಿ: ನಗರದ ಶ್ರೀ ಕೊಟ್ಟೂರೇಶ್ವರ ವಿದ್ಯಾವರ್ಧಕ ಸಂಘದ ಶ್ರೀ ಜಿದ್ದಪರವ ಸ್ವಾಮಿ ಕನ್ನಡ ಹಿರಿಯ ಪ್ರಾಥಮಿಕ ಶಾಲೆ, ತನ್ನ 2024–25 ನೇ ಸಾಲಿನ ಶೈಕ್ಷಣಿಕ ವರ್ಷದ 7ನೇ ತರಗತಿಯ ವಿದ್ಯಾರ್ಥಿಗಳಿಗೆ ಬೀಳ್ಕೊಡುವ ಕಾರ್ಯಕ್ರಮವನ್ನು ಹಮ್ಮಿಕೊಂಡಿತ್ತು. ಈ ಸಂದರ್ಭದಲ್ಲಿ ಇಲಾಖೆಯಿಂದ ಸಂಚಾರ ಜಾಗ್ರತ ಕಾರ್ಯಕ್ರಮ ನಡೆಸಲಾಯಿತು. ನಗರ ಪೊಲೀಸ್ ಠಾಣೆಯ ಪೊಲೀಸ್ ಅಧಿಕಾರಿಗಳು ಮಾತನಾಡಿ, ಮಕ್ಕಳು ಸಂಚಾರ ನಿಯಮಗಳನ್ನು ಪಾಲಿಸಬೇಕು, ಅಪ್ರಾಪ್ತ ವಯಸ್ಸಿನಲ್ಲಿ ವಾಹನ ಚಲಾಯಿಸಬಾರದು ಎಂದು ತಿಳಿಸಿದರು. ನಂತರದ ಕಾರ್ಯಕ್ರಮದಲ್ಲಿ ಮಕ್ಕಳಿಗೆ ಬೀಳ್ಕೊಡುವ ಶುಭ ಹಾರೈಸಲಾಯಿತು. ಶಿಕ್ಷಕರು ಮಾತನಾಡಿ ಮಕ್ಕಳು ಮುಂದಿನ ಶಿಕ್ಷಣದಲ್ಲಿ ಉತ್ತಮ ಸಾಧನೆ ಮಾಡಬೇಕು ಎಂದು ಹಾರೈಸಿದರು. ಶಾಲಾ ಆಡಳಿತ ಮಂಡಳಿ ಸದಸ್ಯರು, ಶಿಕ್ಷಕರು, ಪೋಷಕರು ಉಪಸ್ಥಿತರಿದ್ದರು. [284, 660, 454, 774]
hampi-kicker: ಹಂಪಿ ಉತ್ಸವ-2025 ಅಂತಿಮ ಸಿದ್ದತೆ ಪೂರ್ಣ [282, 160, 908, 190]
sai-headline-line1: ಶ್ರೀ ಶಿರಿಡಿ ಸಾಯಿಬಾಬ ದೇವಸ್ಥಾನದ [696, 787, 864, 805]
officials-inspection-photo [650, 240, 908, 390]
hampi-headline: ವಿಜಯನಗರ ಸಾಮ್ರಾಜ್ಯದ ವಾಸ್ತುಶಿಲ್ಪ ಬಿಂಬಿಸುವ ಪ್ರಧಾನ ವೇದಿಕೆ [382, 201, 808, 226]
section-divider [282, 594, 908, 595]
